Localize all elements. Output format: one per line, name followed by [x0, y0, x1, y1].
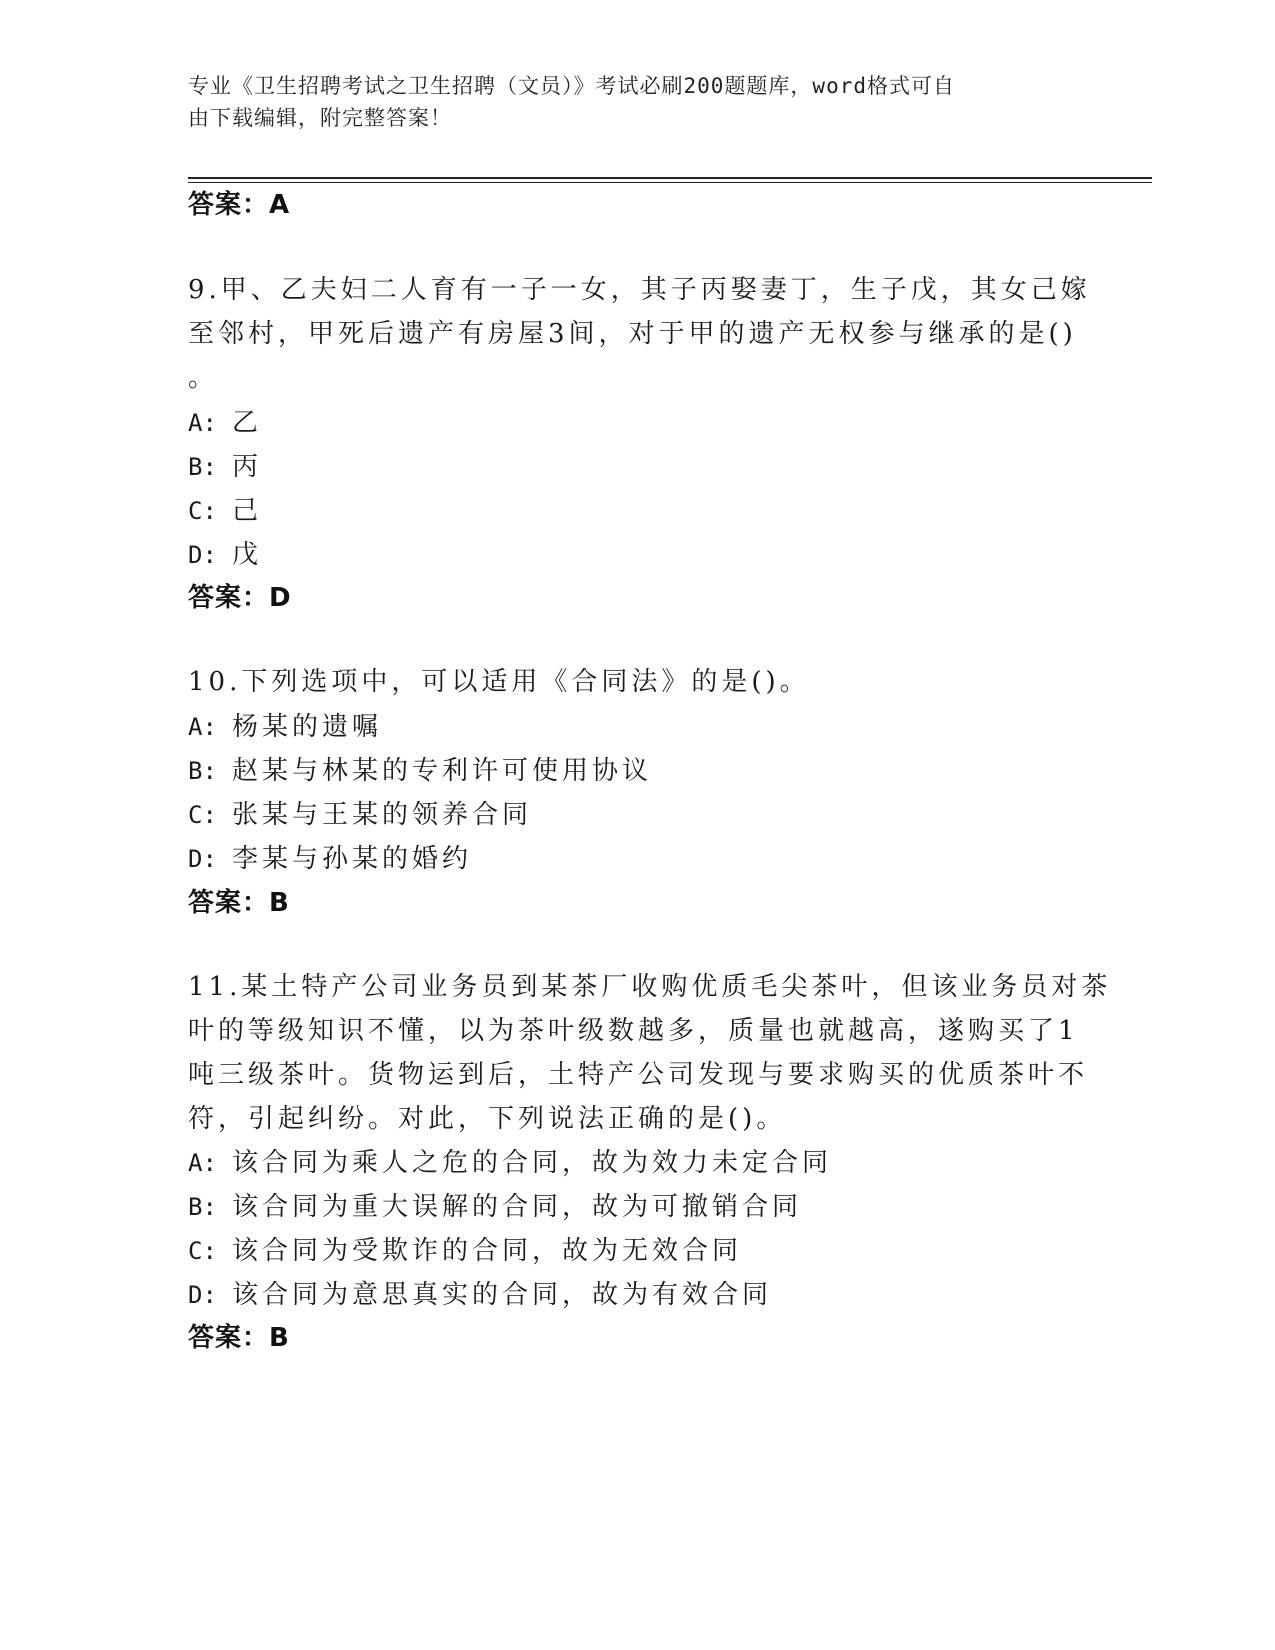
header-divider-thick — [188, 177, 1152, 179]
option-letter: A: — [188, 713, 217, 741]
option-letter: D: — [188, 1281, 217, 1309]
option-letter: B: — [188, 453, 217, 481]
option-text: 李某与孙某的婚约 — [232, 844, 473, 874]
q10-option-b — [188, 753, 652, 789]
option-letter: C: — [188, 801, 217, 829]
q11-option-b — [188, 1189, 802, 1225]
q11-option-c — [188, 1233, 742, 1269]
option-letter: C: — [188, 1237, 217, 1265]
option-text: 该合同为乘人之危的合同，故为效力未定合同 — [232, 1148, 833, 1178]
option-text: 丙 — [232, 452, 263, 482]
q9-option-b — [188, 449, 262, 485]
q10-stem-line-1: 10.下列选项中，可以适用《合同法》的是()。 — [188, 667, 810, 697]
document-header — [188, 70, 1088, 134]
q11-stem-line-4: 符，引起纠纷。对此，下列说法正确的是()。 — [188, 1104, 787, 1134]
q10-option-d — [188, 841, 472, 877]
option-letter: D: — [188, 845, 217, 873]
q10-option-c — [188, 797, 532, 833]
q9-stem-line-1: 9.甲、乙夫妇二人育有一子一女，其子丙娶妻丁，生子戊，其女己嫁 — [188, 275, 1091, 305]
header-divider-thin — [188, 182, 1152, 183]
option-letter: C: — [188, 497, 217, 525]
q11-answer: 答案：B — [188, 1323, 290, 1353]
option-text: 张某与王某的领养合同 — [232, 800, 533, 830]
q11-stem-line-1: 11.某土特产公司业务员到某茶厂收购优质毛尖茶叶，但该业务员对茶 — [188, 972, 1112, 1002]
option-text: 戊 — [232, 540, 263, 570]
q10-option-a — [188, 709, 382, 745]
q9-option-a — [188, 405, 262, 441]
q11-option-d — [188, 1277, 772, 1313]
q11-stem-line-3: 吨三级茶叶。货物运到后，土特产公司发现与要求购买的优质茶叶不 — [188, 1060, 1089, 1090]
option-letter: D: — [188, 541, 217, 569]
header-line-2: 由下载编辑，附完整答案！ — [188, 106, 452, 130]
q10-answer: 答案：B — [188, 888, 290, 918]
q11-option-a — [188, 1145, 832, 1181]
header-line-1: 专业《卫生招聘考试之卫生招聘（文员）》考试必刷200题题库，word格式可自 — [188, 74, 955, 98]
previous-question-answer: 答案：A — [188, 190, 291, 220]
option-text: 乙 — [232, 408, 263, 438]
option-letter: A: — [188, 1149, 217, 1177]
option-letter: B: — [188, 757, 217, 785]
option-text: 赵某与林某的专利许可使用协议 — [232, 756, 653, 786]
option-text: 该合同为意思真实的合同，故为有效合同 — [232, 1280, 773, 1310]
q11-stem-line-2: 叶的等级知识不懂，以为茶叶级数越多，质量也就越高，遂购买了1 — [188, 1016, 1079, 1046]
option-letter: B: — [188, 1193, 217, 1221]
q9-option-c — [188, 493, 262, 529]
q9-stem-line-2: 至邻村，甲死后遗产有房屋3间，对于甲的遗产无权参与继承的是() — [188, 319, 1077, 349]
option-text: 该合同为受欺诈的合同，故为无效合同 — [232, 1236, 743, 1266]
option-letter: A: — [188, 409, 217, 437]
option-text: 己 — [232, 496, 263, 526]
option-text: 杨某的遗嘱 — [232, 712, 383, 742]
option-text: 该合同为重大误解的合同，故为可撤销合同 — [232, 1192, 803, 1222]
q9-option-d — [188, 537, 262, 573]
q9-stem-line-3: 。 — [188, 363, 219, 393]
q9-answer: 答案：D — [188, 583, 292, 613]
